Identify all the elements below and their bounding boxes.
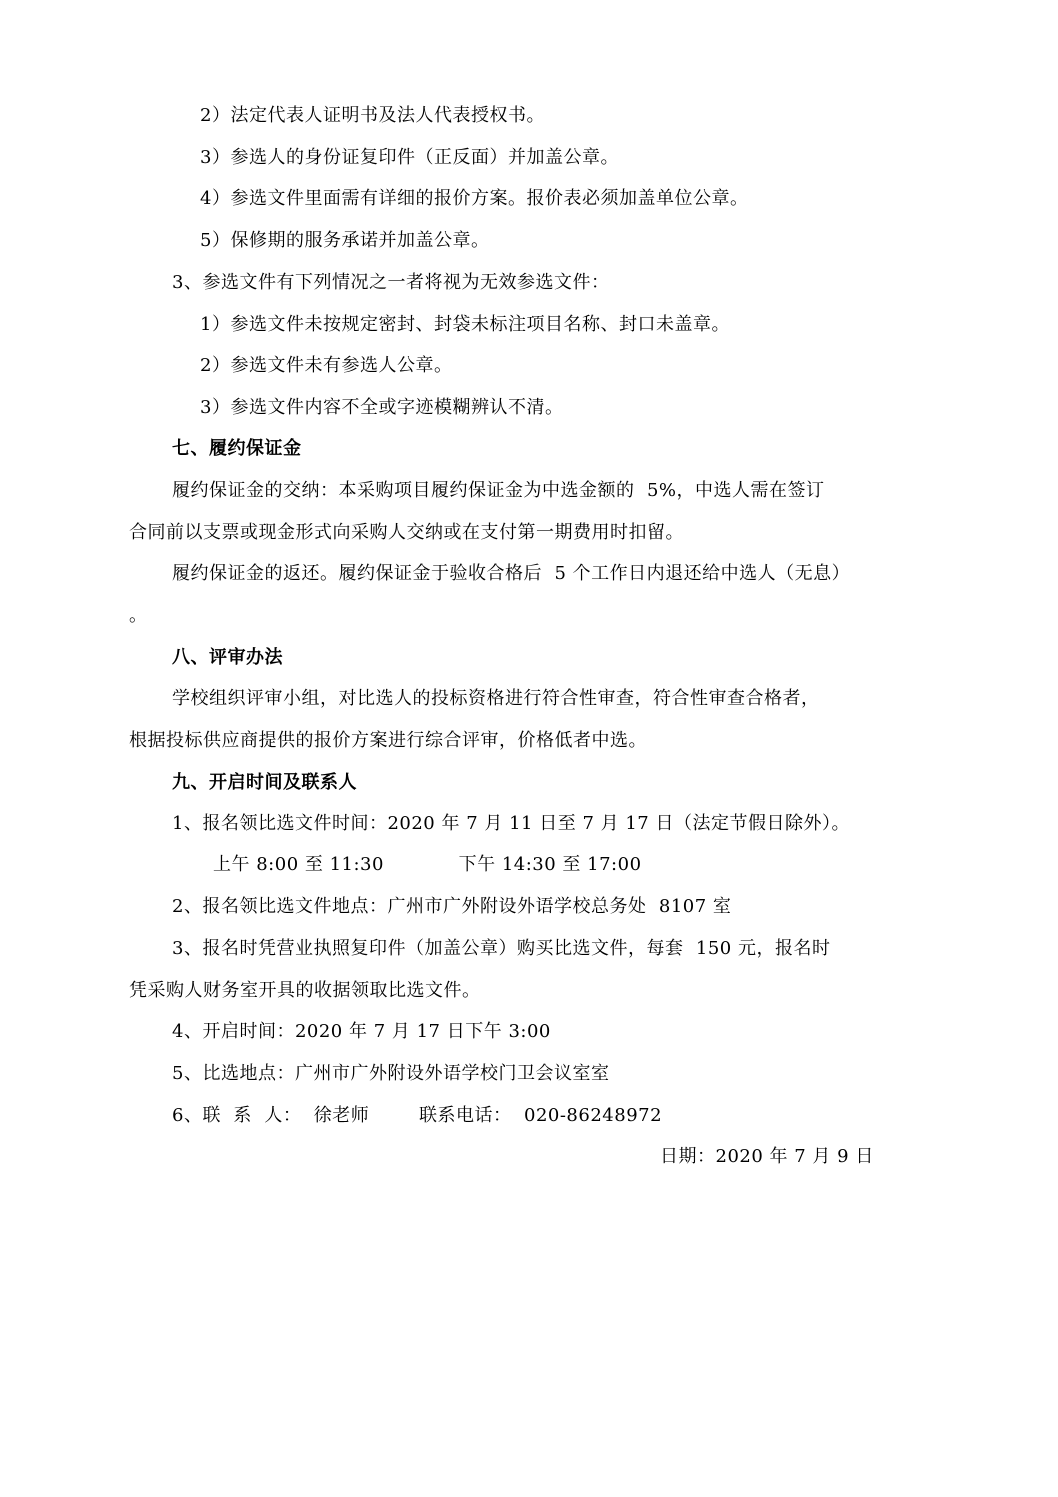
section-7-para2-line2: 。 (129, 605, 148, 626)
invalid-docs-intro: 3、参选文件有下列情况之一者将视为无效参选文件： (172, 272, 610, 293)
section-7-heading: 七、履约保证金 (172, 438, 302, 459)
opening-time: 4、开启时间：2020 年 7 月 17 日下午 3:00 (172, 1021, 551, 1042)
registration-hours: 上午 8:00 至 11:30 下午 14:30 至 17:00 (213, 854, 642, 875)
purchase-terms-line2: 凭采购人财务室开具的收据领取比选文件。 (129, 980, 481, 1001)
section-7-para1-line2: 合同前以支票或现金形式向采购人交纳或在支付第一期费用时扣留。 (129, 522, 684, 543)
selection-location: 5、比选地点：广州市广外附设外语学校门卫会议室室 (172, 1063, 610, 1084)
requirement-item-5: 5）保修期的服务承诺并加盖公章。 (200, 230, 490, 251)
invalid-item-1: 1）参选文件未按规定密封、封袋未标注项目名称、封口未盖章。 (200, 314, 730, 335)
requirement-item-2: 2）法定代表人证明书及法人代表授权书。 (200, 105, 545, 126)
registration-location: 2、报名领比选文件地点：广州市广外附设外语学校总务处 8107 室 (172, 896, 732, 917)
invalid-item-2: 2）参选文件未有参选人公章。 (200, 355, 453, 376)
section-8-para-line1: 学校组织评审小组，对比选人的投标资格进行符合性审查，符合性审查合格者， (172, 688, 820, 709)
document-date: 日期：2020 年 7 月 9 日 (660, 1146, 874, 1167)
requirement-item-3: 3）参选人的身份证复印件（正反面）并加盖公章。 (200, 147, 619, 168)
requirement-item-4: 4）参选文件里面需有详细的报价方案。报价表必须加盖单位公章。 (200, 188, 749, 209)
invalid-item-3: 3）参选文件内容不全或字迹模糊辨认不清。 (200, 397, 564, 418)
purchase-terms-line1: 3、报名时凭营业执照复印件（加盖公章）购买比选文件，每套 150 元，报名时 (172, 938, 831, 959)
registration-time: 1、报名领比选文件时间：2020 年 7 月 11 日至 7 月 17 日（法定节假日除外）。 (172, 813, 850, 834)
section-8-heading: 八、评审办法 (172, 647, 283, 668)
section-7-para2-line1: 履约保证金的返还。履约保证金于验收合格后 5 个工作日内退还给中选人（无息） (172, 563, 851, 584)
section-8-para-line2: 根据投标供应商提供的报价方案进行综合评审，价格低者中选。 (129, 730, 647, 751)
section-7-para1-line1: 履约保证金的交纳：本采购项目履约保证金为中选金额的 5%，中选人需在签订 (172, 480, 825, 501)
contact-info: 6、联 系 人： 徐老师 联系电话： 020-86248972 (172, 1105, 663, 1126)
section-9-heading: 九、开启时间及联系人 (172, 772, 357, 793)
